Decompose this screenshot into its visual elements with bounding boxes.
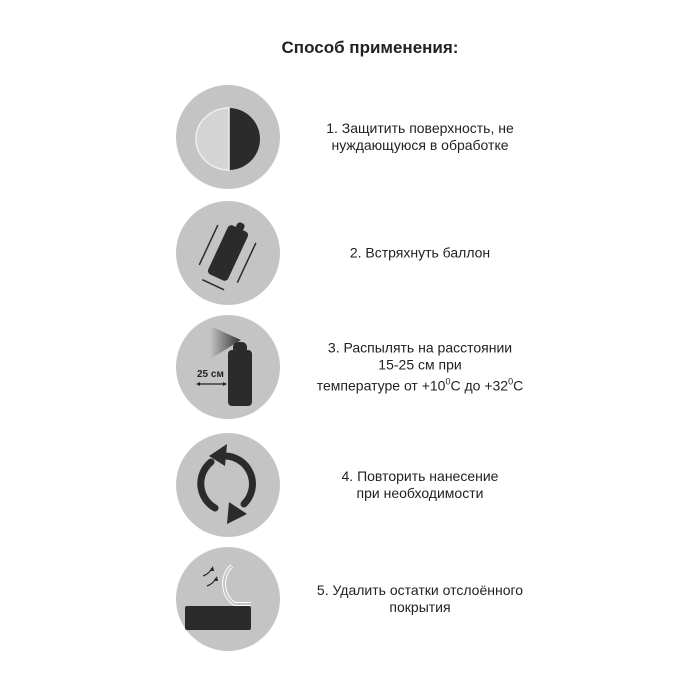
step-4 [175, 432, 675, 538]
step-text: 3. Распылять на расстоянии 15-25 см при температуре от $+10^0С$ до $+32^0С$ [316, 339, 524, 394]
step-5 [175, 546, 675, 652]
page-title: Способ применения: [281, 38, 459, 57]
step-1 [175, 84, 675, 190]
step-text: 2. Встряхнуть баллон [349, 244, 491, 261]
step-text: 4. Повторить нанесение при необходимости [341, 468, 499, 501]
shake-can-icon [175, 200, 281, 306]
distance-label: 25 см [197, 369, 224, 380]
step-text: 1. Защитить поверхность, не нуждающуюся в обработке [326, 120, 514, 153]
step-3 [175, 314, 675, 420]
peel-coating-icon [175, 546, 281, 652]
shield-surface-icon [175, 84, 281, 190]
spray-distance-icon [175, 314, 281, 420]
repeat-icon [175, 432, 281, 538]
step-text: 5. Удалить остатки отслоённого покрытия [316, 582, 524, 615]
step-2 [175, 200, 675, 306]
